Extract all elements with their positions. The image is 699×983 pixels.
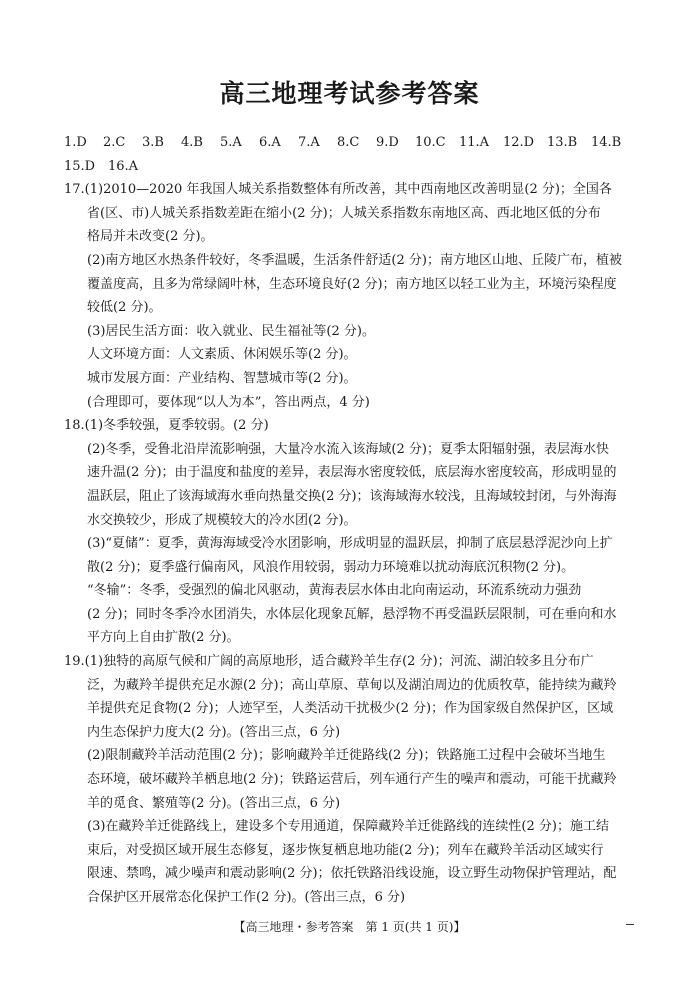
answer-line: (2)限制藏羚羊活动范围(2 分)；影响藏羚羊迁徙路线(2 分)；铁路施工过程中会破坏当地生	[87, 748, 606, 764]
answer-line: (3)居民生活方面：收入就业、民生福祉等(2 分)。	[87, 323, 375, 339]
answer-line: 省(区、市)人城关系指数差距在缩小(2 分)；人城关系指数东南地区高、西北地区低的分布	[87, 205, 601, 221]
page-title: 高三地理考试参考答案	[219, 79, 480, 108]
choice-answer: 14.B	[591, 135, 622, 150]
answer-content	[64, 131, 640, 910]
choice-answer: 7.A	[298, 135, 320, 150]
corner-mark	[626, 924, 634, 925]
choice-answer: 10.C	[415, 135, 446, 150]
answer-line: 合保护区开展常态化保护工作(2 分)。(答出三点，6 分)	[87, 890, 406, 905]
choice-answer: 6.A	[259, 135, 281, 150]
page-footer: 【高三地理・参考答案 第 1 页(共 1 页)】	[233, 920, 466, 934]
choice-answers-row-1	[64, 131, 640, 155]
choice-answer: 11.A	[459, 135, 490, 150]
answer-line: (合理即可，要体现“以人为本”，答出两点，4 分)	[87, 394, 370, 410]
choice-answer: 5.A	[220, 135, 242, 150]
answer-line: 人文环境方面：人文素质、休闲娱乐等(2 分)。	[87, 347, 357, 363]
answer-line: (3)在藏羚羊迁徙路线上，建设多个专用通道，保障藏羚羊迁徙路线的连续性(2 分)；施工结	[87, 819, 609, 835]
answer-line: 17.(1)2010—2020 年我国人城关系指数整体有所改善，其中西南地区改善明显(2 分)；全国各	[64, 182, 612, 198]
answer-line: 覆盖度高，且多为常绿阔叶林，生态环境良好(2 分)；南方地区以轻工业为主，环境污染程度	[87, 276, 617, 292]
choice-answer: 12.D	[503, 135, 535, 150]
answer-line: 泛，为藏羚羊提供充足水源(2 分)；高山草原、草甸以及湖泊周边的优质牧草，能持续为藏羚	[87, 677, 617, 693]
answer-line: 速升温(2 分)；由于温度和盐度的差异，表层海水密度较低，底层海水密度较高，形成明显的	[87, 465, 617, 481]
answer-line: (2 分)；同时冬季冷水团消失，水体层化现象瓦解，悬浮物不再受温跃层限制，可在垂向和水	[87, 606, 617, 622]
answer-line: (2)南方地区水热条件较好，冬季温暖，生活条件舒适(2 分)；南方地区山地、丘陵广布，植被	[87, 252, 622, 268]
answer-line: (3)“夏储”：夏季，黄海海域受冷水团影响，形成明显的温跃层，抑制了底层悬浮泥沙向上扩	[87, 536, 613, 552]
answer-line: “冬输”：冬季，受强烈的偏北风驱动，黄海表层水体由北向南运动，环流系统动力强劲	[87, 583, 582, 599]
answer-line: 城市发展方面：产业结构、智慧城市等(2 分)。	[87, 370, 357, 386]
choice-answer: 15.D	[64, 158, 96, 174]
answer-line: 水交换较少，形成了规模较大的冷水团(2 分)。	[87, 512, 357, 528]
question-17	[64, 178, 640, 414]
choice-answer: 8.C	[337, 135, 360, 150]
question-18	[64, 414, 640, 650]
choice-answer: 16.A	[108, 158, 139, 174]
answer-line: 内生态保护力度大(2 分)。(答出三点，6 分)	[87, 724, 341, 740]
answer-line: 较低(2 分)。	[87, 300, 162, 316]
choice-answers-row-2	[64, 155, 640, 179]
answer-line: 束后，对受损区域开展生态修复，逐步恢复栖息地功能(2 分)；列车在藏羚羊活动区域实行	[87, 842, 604, 858]
choice-answer: 2.C	[103, 135, 126, 150]
answer-line: 平方向上自由扩散(2 分)。	[87, 630, 240, 646]
answer-line: 羊的觅食、繁殖等(2 分)。(答出三点，6 分)	[87, 795, 341, 811]
answer-line: 19.(1)独特的高原气候和广阔的高原地形，适合藏羚羊生存(2 分)；河流、湖泊较多且分布广	[64, 654, 594, 670]
answer-line: 羊提供充足食物(2 分)；人迹罕至，人类活动干扰极少(2 分)；作为国家级自然保护区，区域	[87, 701, 614, 717]
answer-line: 限速、禁鸣，减少噪声和震动影响(2 分)；依托铁路沿线设施，设立野生动物保护管理站，配	[87, 866, 617, 882]
choice-answer: 13.B	[547, 135, 578, 150]
answer-line: 格局并未改变(2 分)。	[87, 229, 214, 245]
answer-line: 温跃层，阻止了该海域海水垂向热量交换(2 分)；该海域海水较浅，且海域较封闭，与外海海	[87, 488, 617, 504]
choice-answer: 1.D	[64, 135, 87, 150]
choice-answer: 9.D	[376, 135, 399, 150]
question-19	[64, 650, 640, 910]
answer-line: 18.(1)冬季较强，夏季较弱。(2 分)	[64, 418, 269, 434]
answer-line: 态环境，破坏藏羚羊栖息地(2 分)；铁路运营后，列车通行产生的噪声和震动，可能干扰藏羚	[87, 772, 617, 788]
choice-answer: 4.B	[181, 135, 203, 150]
answer-line: 散(2 分)；夏季盛行偏南风，风浪作用较弱，弱动力环境难以扰动海底沉积物(2 分)。	[87, 559, 575, 575]
answer-line: (2)冬季，受鲁北沿岸流影响强，大量冷水流入该海域(2 分)；夏季太阳辐射强，表层海水快	[87, 441, 609, 457]
choice-answer: 3.B	[142, 135, 164, 150]
